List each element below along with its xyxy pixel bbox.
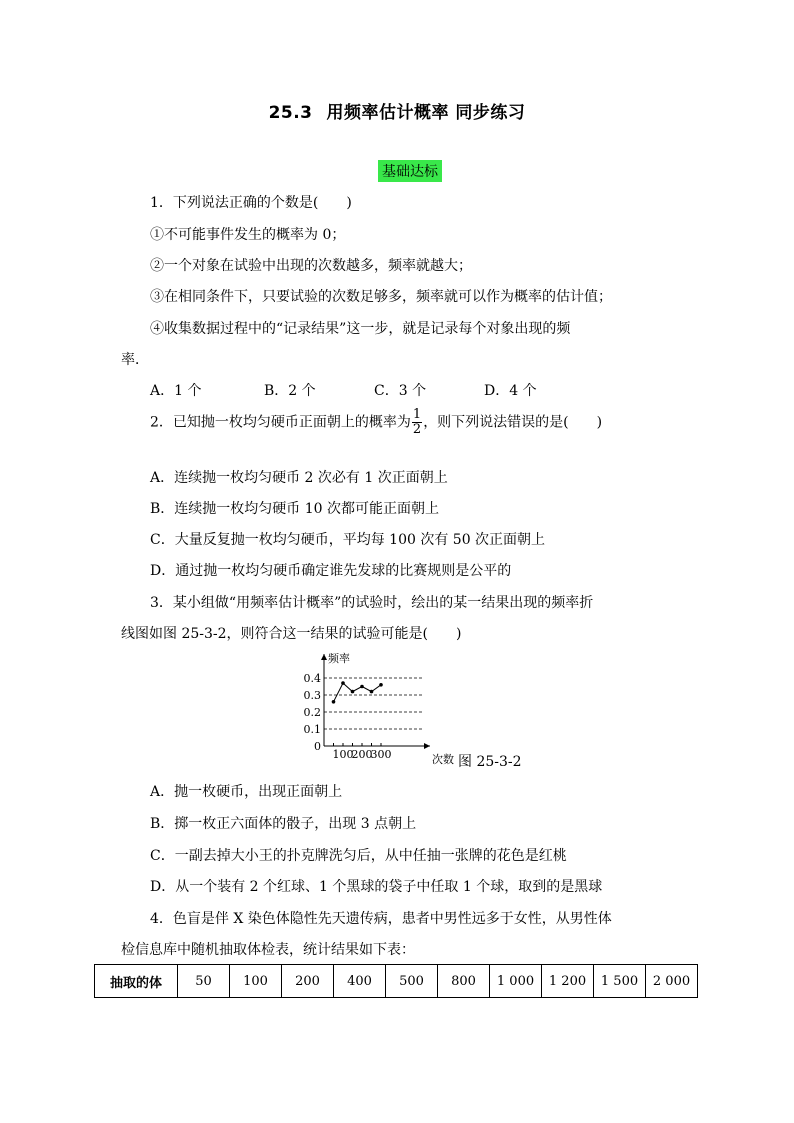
x-tick-label: 200	[351, 748, 373, 761]
q3-stem-line-2: 线图如图 25-3-2，则符合这一结果的试验可能是( )	[121, 626, 462, 642]
data-point	[360, 685, 364, 689]
table-cell: 50	[178, 965, 230, 998]
title-number: 25.3	[268, 103, 313, 123]
q3-option-d: D．从一个装有 2 个红球、1 个黑球的袋子中任取 1 个球，取到的是黑球	[150, 879, 603, 895]
y-tick-label: 0.1	[303, 723, 321, 736]
table-cell: 1 500	[594, 965, 646, 998]
q4-stem-line-2: 检信息库中随机抽取体检表，统计结果如下表：	[121, 942, 415, 958]
table-cell: 100	[230, 965, 282, 998]
data-point	[341, 681, 345, 685]
q3-option-c: C．一副去掉大小王的扑克牌洗匀后，从中任抽一张牌的花色是红桃	[150, 848, 567, 864]
y-axis-arrow	[321, 654, 327, 660]
y-tick-label: 0	[314, 740, 321, 753]
q3-option-b: B．掷一枚正六面体的骰子，出现 3 点朝上	[150, 816, 417, 832]
table-cell: 200	[282, 965, 334, 998]
y-tick-label: 0.2	[303, 706, 321, 719]
q3-option-a: A．抛一枚硬币，出现正面朝上	[150, 784, 343, 800]
y-tick-label: 0.3	[303, 689, 321, 702]
table-row	[95, 965, 698, 998]
one-half-fraction	[412, 408, 422, 437]
figure-caption: 图 25-3-2	[458, 754, 522, 770]
x-tick-label: 100	[332, 748, 354, 761]
table-cell: 800	[438, 965, 490, 998]
y-axis-label: 频率	[328, 652, 350, 665]
q2-stem-start: 2．已知抛一枚均匀硬币正面朝上的概率为	[150, 414, 411, 431]
q1-stem: 1．下列说法正确的个数是( )	[150, 195, 352, 211]
q1-option-a: A．1 个	[150, 383, 202, 399]
q2-stem	[150, 408, 602, 437]
table-cell: 500	[386, 965, 438, 998]
q1-statement-3: ③在相同条件下，只要试验的次数足够多，频率就可以作为概率的估计值；	[150, 289, 612, 305]
q2-option-a: A．连续抛一枚均匀硬币 2 次必有 1 次正面朝上	[150, 470, 448, 486]
table-cell: 400	[334, 965, 386, 998]
data-point	[379, 683, 383, 687]
x-axis-label: 次数	[432, 753, 454, 766]
q1-option-c: C．3 个	[374, 383, 427, 399]
data-point	[370, 690, 374, 694]
series-line	[334, 683, 382, 702]
q1-option-d: D．4 个	[484, 383, 537, 399]
table-cell: 1 000	[490, 965, 542, 998]
q2-option-c: C．大量反复抛一枚均匀硬币，平均每 100 次有 50 次正面朝上	[150, 532, 546, 548]
section-badge: 基础达标	[378, 160, 442, 182]
x-axis-arrow	[424, 743, 430, 749]
frequency-line-chart	[300, 646, 460, 766]
fraction-denominator: 2	[412, 422, 422, 437]
q1-statement-4b: 率．	[121, 352, 149, 368]
sampling-table	[94, 964, 698, 998]
q4-stem-line-1: 4．色盲是伴 X 染色体隐性先天遗传病，患者中男性远多于女性，从男性体	[150, 911, 612, 927]
q2-stem-end: ，则下列说法错误的是( )	[423, 414, 603, 431]
table-cell: 2 000	[646, 965, 698, 998]
q1-option-b: B．2 个	[264, 383, 316, 399]
data-point	[332, 700, 336, 704]
page-title	[0, 98, 794, 123]
data-point	[351, 690, 355, 694]
fraction-numerator: 1	[412, 407, 422, 422]
x-tick-label: 300	[370, 748, 392, 761]
y-tick-label: 0.4	[303, 672, 321, 685]
table-header-cell: 抽取的体	[95, 965, 178, 998]
title-text: 用频率估计概率 同步练习	[326, 103, 526, 123]
table-cell: 1 200	[542, 965, 594, 998]
q2-option-b: B．连续抛一枚均匀硬币 10 次都可能正面朝上	[150, 501, 440, 517]
q2-option-d: D．通过抛一枚均匀硬币确定谁先发球的比赛规则是公平的	[150, 563, 512, 579]
q3-stem-line-1: 3．某小组做“用频率估计概率”的试验时，绘出的某一结果出现的频率折	[150, 595, 594, 611]
q1-statement-4a: ④收集数据过程中的“记录结果”这一步，就是记录每个对象出现的频	[150, 321, 571, 337]
q1-statement-1: ①不可能事件发生的概率为 0；	[150, 227, 346, 243]
q1-statement-2: ②一个对象在试验中出现的次数越多，频率就越大；	[150, 258, 472, 274]
